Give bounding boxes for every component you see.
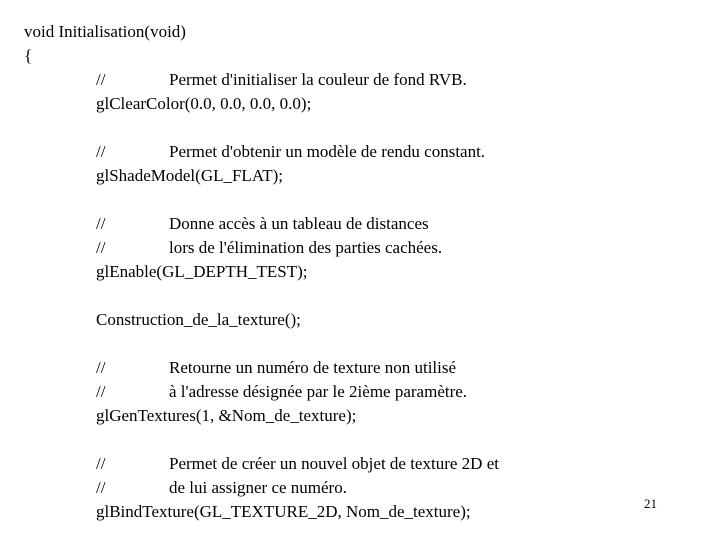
code-statement: glClearColor(0.0, 0.0, 0.0, 0.0);	[96, 94, 312, 113]
comment-text: de lui assigner ce numéro.	[169, 478, 347, 497]
code-statement: glEnable(GL_DEPTH_TEST);	[96, 262, 308, 281]
comment-marker: //	[96, 238, 106, 257]
code-statement: glBindTexture(GL_TEXTURE_2D, Nom_de_texture);	[96, 502, 471, 521]
comment-marker: //	[96, 142, 106, 161]
comment-marker: //	[96, 454, 106, 473]
comment-marker: //	[96, 382, 106, 401]
comment-marker: //	[96, 70, 106, 89]
code-statement: glShadeModel(GL_FLAT);	[96, 166, 283, 185]
comment-text: Permet d'initialiser la couleur de fond RVB.	[169, 70, 467, 89]
open-brace: {	[24, 46, 33, 65]
code-statement: glGenTextures(1, &Nom_de_texture);	[96, 406, 357, 425]
page-number: 21	[644, 496, 657, 511]
comment-text: lors de l'élimination des parties cachées.	[169, 238, 443, 257]
comment-text: Permet d'obtenir un modèle de rendu constant.	[169, 142, 486, 161]
function-signature: void Initialisation(void)	[24, 22, 186, 41]
comment-marker: //	[96, 214, 106, 233]
comment-text: Permet de créer un nouvel objet de texture 2D et	[169, 454, 499, 473]
comment-text: à l'adresse désignée par le 2ième paramètre.	[169, 382, 468, 401]
comment-text: Retourne un numéro de texture non utilisé	[169, 358, 457, 377]
comment-text: Donne accès à un tableau de distances	[169, 214, 429, 233]
comment-marker: //	[96, 358, 106, 377]
code-statement: Construction_de_la_texture();	[96, 310, 301, 329]
comment-marker: //	[96, 478, 106, 497]
